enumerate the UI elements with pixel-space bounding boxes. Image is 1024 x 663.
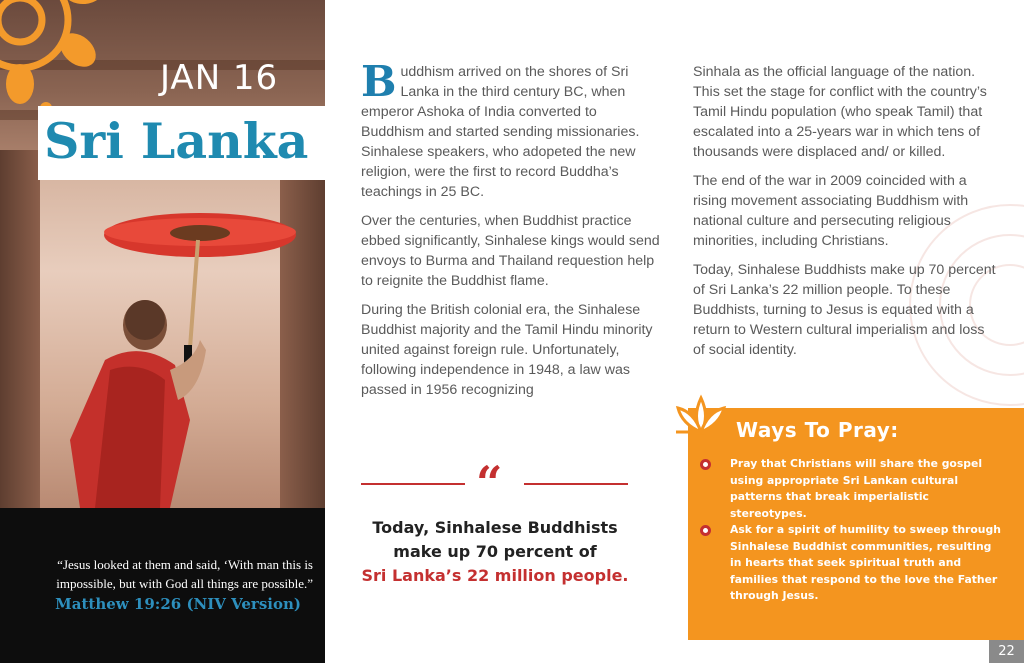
page-number: 22 (989, 640, 1024, 663)
drop-cap: B (361, 57, 397, 106)
lotus-icon (672, 392, 730, 436)
pull-quote-rule-left (361, 483, 465, 485)
verse-quote: “Jesus looked at them and said, ‘With man this is impossible, but with God all things are possible.” (56, 557, 313, 591)
article-column-2 (693, 62, 998, 369)
pull-quote-rule-right (524, 483, 628, 485)
prayer-title: Ways To Pray: (736, 418, 899, 442)
article-paragraph: Buddhism arrived on the shores of Sri Lanka in the third century BC, when emperor Ashoka of India converted to Buddhism and started sending missionaries. Sinhalese speakers, who adopeted the new religion, were the first to record Buddha’s teachings in 25 BC. (361, 57, 640, 200)
article-paragraph: Today, Sinhalese Buddhists make up 70 percent of Sri Lanka’s 22 million people. To these Buddhists, turning to Jesus is equated with a return to Western cultural imperialism and loss of social identity. (693, 262, 996, 358)
country-title: Sri Lanka (44, 112, 309, 170)
pull-quote: Today, Sinhalese Buddhists make up 70 percent of Sri Lanka’s 22 million people. (361, 518, 629, 585)
prayer-list (700, 456, 1005, 605)
title-box (38, 106, 325, 180)
left-panel (0, 0, 325, 663)
verse-box (0, 508, 325, 663)
article-paragraph: During the British colonial era, the Sinhalese Buddhist majority and the Tamil Hindu minority united against foreign rule. Unfortunately, following independence in 1948, a law was passed in 1956 recognizing (361, 302, 653, 398)
verse-reference: Matthew 19:26 (NIV Version) (55, 595, 301, 613)
quote-mark-icon: “ (476, 456, 503, 510)
prayer-item: Ask for a spirit of humility to sweep through Sinhalese Buddhist communities, resulting in hearts that seek spiritual truth and families that respond to the love the Father through Jesus. (700, 522, 1005, 605)
bullet-icon (700, 459, 711, 470)
article-paragraph: The end of the war in 2009 coincided with a rising movement associating Buddhism with national culture and persecuting religious minorities, including Christians. (693, 173, 969, 249)
bullet-icon (700, 525, 711, 536)
article-paragraph: Over the centuries, when Buddhist practice ebbed significantly, Sinhalese kings would send envoys to Burma and Thailand requestion help to reignite the Buddhist flame. (361, 213, 660, 289)
article-paragraph: Sinhala as the official language of the nation. This set the stage for conflict with the country’s Tamil Hindu population (who speak Tamil) that escalated into a 25-years war in which tens of thousands were displaced and/ or killed. (693, 64, 987, 160)
date-heading: JAN 16 (160, 58, 279, 98)
prayer-item: Pray that Christians will share the gospel using appropriate Sri Lankan cultural patterns that break imperialistic stereotypes. (700, 456, 1005, 522)
article-column-1 (361, 57, 661, 409)
mandala-ornament-icon (0, 0, 110, 110)
